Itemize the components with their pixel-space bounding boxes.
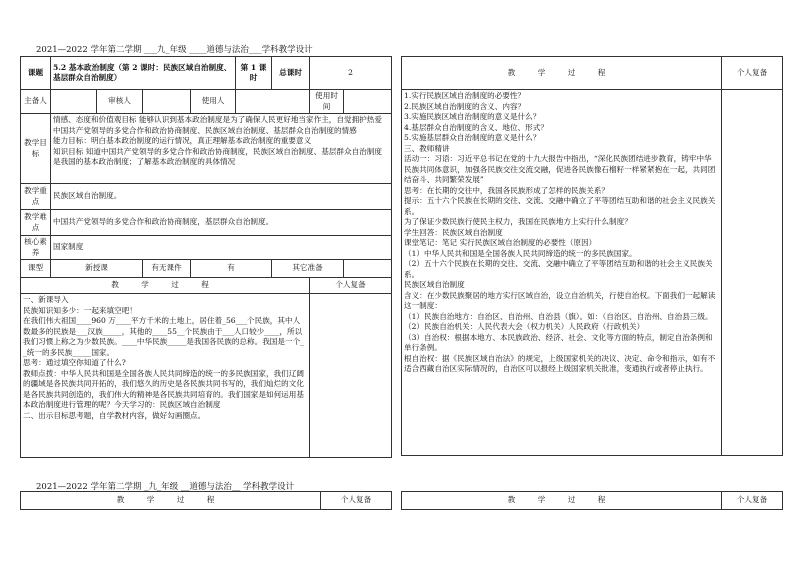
process-line: 教师点拨：中华人民共和国是全国各族人民共同缔造的统一的多民族国家，我们辽阔的疆域是各民族共同开拓的，我们悠久的历史是各民族共同书写的，我们灿烂的文化是各民族共同创造的，我们伟大的精神是各民族共同培育的。我们国家是如何运用基本政治制度进行管理的呢？今天学习的：民族区域自治制度 [23,368,304,409]
right-personal-prep-content [722,90,783,456]
bottom-left-personal-prep-heading: 个人复备 [321,492,392,510]
left-process-heading: 教 学 过 程 [21,278,310,294]
process-line: 思考：在长期的交往中，我国各民族形成了怎样的民族关系？ [404,185,610,195]
bottom-right-personal-prep-heading: 个人复备 [722,492,783,510]
right-process-heading: 教 学 过 程 [402,57,722,90]
goal-ability: 能力目标：明白基本政治制度的运行情况，真正理解基本政治制度的重要意义 [53,136,312,145]
process-line: 学生回答：民族区域自治制度 [404,227,503,237]
process-line: 一、新课导入 [23,295,69,304]
core-literacy: 国家制度 [51,236,392,260]
key-point: 民族区域自治制度。 [51,184,392,210]
use-time-label: 使用时间 [310,90,344,114]
bottom-right-table [401,491,783,510]
process-line: （3）自治权：根据本地方、本民族政治、经济、社会、文化等方面的特点，制定自治条例和单行条例。 [404,332,713,352]
process-line: 1.实行民族区域自治制度的必要性？ [404,91,526,100]
lesson-type: 新授课 [51,260,143,278]
lesson-type-label: 课型 [21,260,51,278]
goal-emotion: 情感、态度和价值观目标 能够认识到基本政治制度是为了确保人民更好地当家作主，自觉拥护热爱中国共产党领导的多党合作和政治协商制度、民族区域自治制度、基层群众自治制度的情感 [53,115,382,135]
process-line: （2）民族自治机关：人民代表大会（权力机关）人民政府（行政机关） [404,322,645,331]
goal-knowledge: 知识目标 知道中国共产党领导的多党合作和政治协商制度，民族区域自治制度、基层群众自治制度是我国的基本政治制度；了解基本政治制度的具体情况 [53,146,382,166]
process-line: 提示：五十六个民族在长期的交往、交流、交融中确立了平等团结互助和谐的社会主义民族关系。 [404,196,716,216]
process-line: 3.实施民族区域自治制度的意义是什么？ [404,112,541,121]
topic-label: 课题 [21,57,51,90]
bottom-left-table [20,491,392,510]
reviewer-value [143,90,191,114]
process-line: （1）民族自治地方：自治区、自治州、自治县（旗）。如：（自治区、自治州、自治县三级。 [404,311,713,321]
difficult-point-label: 教学难点 [21,210,51,236]
lesson-topic: 5.2 基本政治制度（第 2 课时：民族区域自治制度、基层群众自治制度） [51,57,236,90]
process-line: 民族区域自治制度 [404,280,465,289]
left-process-content [21,294,310,458]
process-line: 课堂笔记：笔记 实行民族区域自治制度的必要性（原因） [404,238,597,247]
process-line: 民族知识知多少：一起来填空吧！ [23,305,137,315]
total-periods-label: 总课时 [272,57,310,90]
preparer-label: 主备人 [21,90,51,114]
process-line: 2.民族区域自治制度的含义、内容？ [404,101,526,111]
key-point-label: 教学重点 [21,184,51,210]
lesson-info-table [20,56,392,458]
core-literacy-label: 核心素养 [21,236,51,260]
process-line: （2）五十六个民族在长期的交往、交流、交融中确立了平等团结互助和谐的社会主义民族关系。 [404,259,713,279]
process-line: 4.基层群众自治制度的含义、地位、形式？ [404,122,548,132]
goals-label: 教学目标 [21,114,51,184]
period-label: 第 1 课时 [236,57,272,90]
total-periods-value: 2 [310,57,392,90]
process-line: 三、教师精讲 [404,143,450,153]
right-process-content [402,90,722,456]
difficult-point: 中国共产党领导的多党合作和政治协商制度，基层群众自治制度。 [51,210,392,236]
teaching-process-table [401,56,783,456]
process-line: 思考：通过填空你知道了什么? [23,358,126,367]
process-line: （1）中华人民共和国是全国各族人民共同缔造的统一的多民族国家。 [404,248,637,258]
reviewer-label: 审核人 [97,90,143,114]
courseware-value: 有 [191,260,272,278]
user-label: 使用人 [191,90,236,114]
bottom-right-process-heading: 教 学 过 程 [402,492,722,510]
process-line: 在我们伟大祖国____960 万____平方千米的土地上，居住着_56___个民族，其中人数最多的民族是___汉族_____，其他的____55__个民族由于___人口较少____，所以我们习惯上称之为少数民族。____中华民族_____是我国各民族的总称。我国是一个__统一的多民族_____国家。 [23,316,304,357]
process-line: 二、出示目标思考题，自学教材内容，做好勾画圈点。 [23,410,206,420]
bottom-left-process-heading: 教 学 过 程 [21,492,321,510]
other-prep-label: 其它准备 [272,260,344,278]
process-line: 为了保证少数民族行使民主权力，我国在民族地方上实行什么制度？ [404,217,632,226]
use-time-value [344,90,392,114]
preparer-value [51,90,97,114]
teaching-goals [51,114,392,184]
right-personal-prep-heading: 个人复备 [722,57,783,90]
document-header: 2021—2022 学年第二学期 ___九_年级 ____道德与法治___学科教学设计 [36,45,313,55]
process-line: 含义：在少数民族聚居的地方实行区域自治，设立自治机关，行使自治权。下面我们一起解读这一制度： [404,290,716,310]
process-line: 活动一：习语：习近平总书记在党的十九大报告中指出，“深化民族团结进步教育，铸牢中华民族共同体意识，加强各民族交往交流交融，促进各民族像石榴籽一样紧紧抱在一起，共同团结奋斗、共同繁荣发展” [404,154,716,184]
process-line: 根自治权：据《民族区域自治法》的规定，上级国家机关的决议、决定、命令和指示，如有不适合西藏自治区实际情况的，自治区可以报经上级国家机关批准，变通执行或者停止执行。 [404,353,716,373]
left-personal-prep-content [310,294,392,458]
user-value [236,90,310,114]
other-prep-value [344,260,392,278]
courseware-label: 有无课件 [143,260,191,278]
left-personal-prep-heading: 个人复备 [310,278,392,294]
process-line: 5.实施基层群众自治制度的意义是什么？ [404,133,541,142]
document-header-page2: 2021—2022 学年第二学期 _九_年级 __道德与法治__ 学科教学设计 [36,482,295,492]
